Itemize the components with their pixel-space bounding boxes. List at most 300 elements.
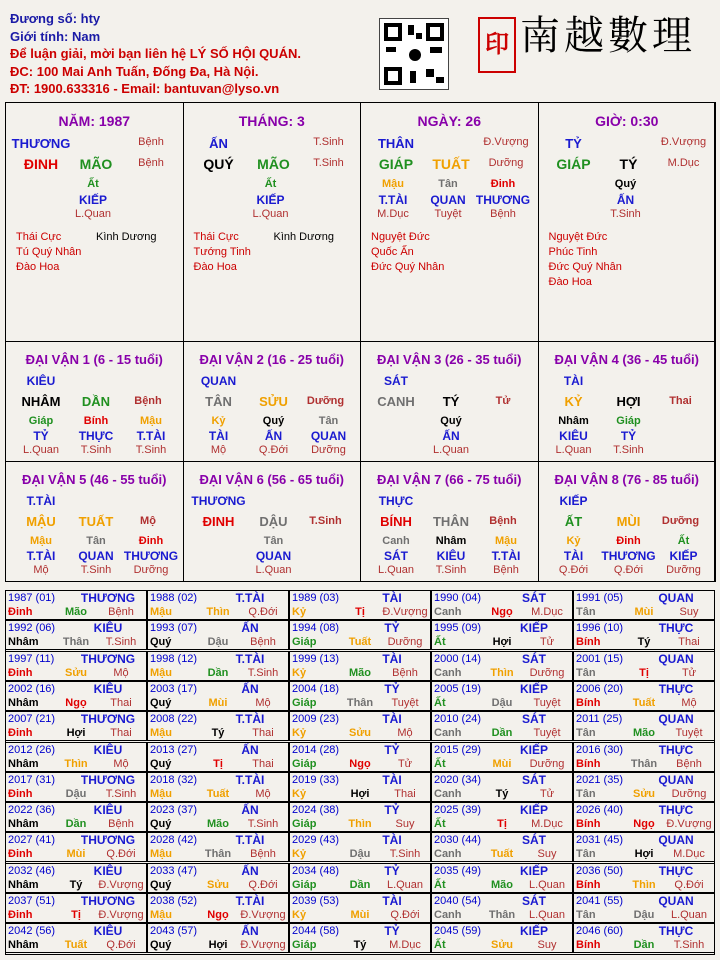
year-label: 1998 (12) <box>150 652 198 665</box>
star-list-2 <box>274 230 334 245</box>
year-label: 1987 (01) <box>8 592 56 604</box>
year-chi: Dậu <box>491 696 513 709</box>
year-chi: Tị <box>213 757 223 770</box>
year-can: Nhâm <box>8 818 39 831</box>
year-cell <box>5 923 147 953</box>
dv-hidden-god: SÁT <box>384 549 408 563</box>
year-label: 2009 (23) <box>292 713 340 726</box>
dv-chi: DẬU <box>259 514 288 529</box>
year-status: Tuyệt <box>391 696 419 709</box>
pillar-title: THÁNG: 3 <box>238 113 305 129</box>
contact-text: Để luận giải, mời bạn liên hệ LÝ SỐ HỘI QUÁN. <box>10 46 301 61</box>
year-can: Mậu <box>150 848 172 861</box>
year-can: Đinh <box>8 848 33 861</box>
year-label: 2025 (39) <box>434 804 482 817</box>
year-can: Giáp <box>292 696 317 709</box>
year-god: TỶ <box>384 621 400 636</box>
year-can: Mậu <box>150 727 172 740</box>
pillar-can: QUÝ <box>203 156 234 172</box>
dv-hidden-status: L.Quan <box>377 564 415 576</box>
year-can: Canh <box>434 727 462 740</box>
dv-can: TÂN <box>205 394 232 409</box>
year-status: L.Quan <box>528 878 566 891</box>
year-label: 2028 (42) <box>150 834 198 847</box>
pillar-chi-status: T.Sinh <box>313 157 344 169</box>
year-chi: Dậu <box>349 848 371 861</box>
year-chi: Tuất <box>490 848 514 861</box>
year-label: 1993 (07) <box>150 622 198 635</box>
year-status: Đ.Vượng <box>382 606 428 618</box>
year-chi: Thân <box>630 757 658 770</box>
year-status: Đ.Vượng <box>98 909 144 921</box>
year-cell <box>289 863 431 893</box>
year-can: Bính <box>576 696 601 709</box>
dv-hidden-status: L.Quan <box>555 444 592 456</box>
year-can: Nhâm <box>8 636 39 649</box>
year-label: 2013 (27) <box>150 743 198 756</box>
year-god: SÁT <box>522 712 546 727</box>
dv-hidden-status: T.Sinh <box>613 444 644 456</box>
year-chi: Tý <box>495 787 509 800</box>
year-chi: Hợi <box>634 848 654 861</box>
dv-can: BÍNH <box>380 514 412 529</box>
dai-van-title: ĐẠI VẬN 7 (66 - 75 tuổi) <box>377 472 522 487</box>
year-god: TÀI <box>382 833 402 848</box>
year-label: 2006 (20) <box>576 682 624 695</box>
year-chi: Tuất <box>632 696 656 709</box>
year-status: Mộ <box>397 727 413 740</box>
year-status: Tử <box>397 757 413 770</box>
year-cell <box>289 590 431 620</box>
year-status: Q.Đới <box>248 878 278 891</box>
year-can: Bính <box>576 757 601 770</box>
year-status: Tử <box>539 787 555 800</box>
year-label: 2034 (48) <box>292 864 340 877</box>
year-cell <box>5 863 147 893</box>
dv-hidden-god: THỰC <box>78 429 114 443</box>
dv-chi-status: Dưỡng <box>306 395 345 407</box>
year-status: L.Quan <box>670 909 708 921</box>
year-label: 2045 (59) <box>434 925 482 938</box>
dv-hidden-god: THƯƠNG <box>123 549 179 563</box>
year-label: 2027 (41) <box>8 834 56 847</box>
header-info <box>10 10 301 98</box>
year-god: T.TÀI <box>235 651 265 666</box>
year-chi: Hợi <box>66 727 86 740</box>
year-label: 2043 (57) <box>150 925 198 938</box>
star-item: Đức Quý Nhân <box>548 261 622 273</box>
year-cell <box>147 620 289 650</box>
hidden-status: M.Dục <box>377 208 409 220</box>
year-label: 2031 (45) <box>576 834 624 847</box>
dv-hidden-god: TÀI <box>208 429 229 443</box>
year-status: T.Sinh <box>247 666 279 679</box>
year-god: TỶ <box>384 803 400 818</box>
year-chi: Tị <box>497 818 507 831</box>
year-god: THỰC <box>658 924 694 939</box>
year-can: Quý <box>150 636 172 649</box>
year-label: 1992 (06) <box>8 622 56 635</box>
year-cell <box>147 742 289 772</box>
year-can: Canh <box>434 848 462 861</box>
year-label: 2026 (40) <box>576 804 624 817</box>
year-god: TÀI <box>382 651 402 666</box>
year-can: Giáp <box>292 757 317 770</box>
year-chi: Hợi <box>208 939 228 952</box>
year-chi: Tuất <box>348 636 372 649</box>
dv-hidden-can: Mậu <box>140 415 162 427</box>
year-status: Đ.Vượng <box>240 909 286 921</box>
star-item: Tú Quý Nhân <box>16 246 82 258</box>
dv-hidden-can: Tân <box>86 535 106 547</box>
pillar-chi: MÃO <box>257 156 290 172</box>
dv-chi: TUẤT <box>78 514 114 529</box>
star-item: Nguyệt Đức <box>371 231 430 243</box>
year-status: M.Dục <box>531 818 563 831</box>
year-god: KIÊU <box>93 803 123 818</box>
year-status: Q.Đới <box>106 939 136 952</box>
year-cell <box>289 923 431 953</box>
dv-hidden-can: Nhâm <box>558 415 589 427</box>
year-can: Kỷ <box>292 909 307 921</box>
dv-chi: SỬU <box>259 394 288 409</box>
dai-van-cell <box>360 341 539 462</box>
star-item: Tướng Tinh <box>193 246 251 258</box>
dv-top-god: T.TÀI <box>26 494 56 508</box>
gt-value: Nam <box>71 28 101 44</box>
year-god: TÀI <box>382 712 402 727</box>
year-can: Kỷ <box>292 606 307 618</box>
dai-van-title: ĐẠI VẬN 2 (16 - 25 tuổi) <box>199 352 344 367</box>
dv-chi-status: T.Sinh <box>309 515 342 527</box>
year-can: Nhâm <box>8 878 39 891</box>
year-label: 2020 (34) <box>434 773 482 786</box>
year-cell <box>431 893 573 923</box>
year-cell <box>5 711 147 741</box>
pillar-title: NĂM: 1987 <box>58 113 131 129</box>
year-status: Bệnh <box>108 606 134 618</box>
year-cell <box>573 590 715 620</box>
year-god: QUAN <box>658 894 694 908</box>
year-god: THỰC <box>658 742 694 757</box>
year-status: Tuyệt <box>675 727 703 740</box>
year-chi: Thân <box>62 636 90 649</box>
year-status: Suy <box>537 939 557 952</box>
year-label: 2005 (19) <box>434 682 482 695</box>
year-chi: Mùi <box>634 606 654 618</box>
hidden-god: ẤN <box>616 193 635 207</box>
year-god: QUAN <box>658 651 694 666</box>
pillar-top-status: Bệnh <box>138 136 164 148</box>
year-chi: Tý <box>69 878 83 891</box>
year-cell <box>5 772 147 802</box>
year-god: KIẾP <box>519 863 548 878</box>
year-chi: Dần <box>65 818 87 831</box>
year-status: Thai <box>252 757 274 770</box>
year-chi: Hợi <box>350 787 370 800</box>
pillar-title: NGÀY: 26 <box>417 113 482 129</box>
dv-hidden-status: Bệnh <box>493 564 519 576</box>
year-chi: Dậu <box>633 909 655 921</box>
hidden-can: Tân <box>438 178 458 190</box>
year-can: Canh <box>434 787 462 800</box>
pillar-top-status: Đ.Vượng <box>660 136 707 148</box>
year-can: Giáp <box>292 878 317 891</box>
pillar-title: GIỜ: 0:30 <box>595 113 659 129</box>
dv-chi: THÂN <box>432 514 470 529</box>
year-label: 2032 (46) <box>8 864 56 877</box>
year-status: Đ.Vượng <box>240 939 286 952</box>
year-cell <box>289 893 431 923</box>
year-cell <box>431 711 573 741</box>
year-can: Bính <box>576 939 601 952</box>
year-can: Giáp <box>292 636 317 649</box>
year-can: Bính <box>576 636 601 649</box>
year-cell <box>147 651 289 681</box>
year-chi: Dậu <box>65 787 87 800</box>
hidden-status: Tuyệt <box>434 208 462 220</box>
dv-hidden-status: Q.Đới <box>613 564 644 576</box>
year-chi: Dần <box>349 878 371 891</box>
pillar-chi-status: Bệnh <box>138 157 164 169</box>
year-label: 1990 (04) <box>434 592 482 604</box>
year-chi: Tý <box>637 636 651 649</box>
year-god: KIÊU <box>93 863 123 878</box>
dv-hidden-status: T.Sinh <box>135 444 167 456</box>
dv-hidden-god: QUAN <box>255 549 292 563</box>
year-chi: Thìn <box>490 666 514 679</box>
year-label: 2044 (58) <box>292 925 340 938</box>
year-label: 2022 (36) <box>8 804 56 817</box>
year-chi: Dần <box>491 727 513 740</box>
year-god: THƯƠNG <box>80 712 136 727</box>
year-label: 2029 (43) <box>292 834 340 847</box>
year-status: Suy <box>395 818 415 831</box>
year-can: Mậu <box>150 666 172 679</box>
dv-hidden-status: T.Sinh <box>80 564 112 576</box>
year-chi: Tuất <box>64 939 88 952</box>
year-god: TÀI <box>382 894 402 908</box>
year-status: Q.Đới <box>248 606 278 618</box>
year-god: SÁT <box>522 894 546 908</box>
year-cell <box>431 863 573 893</box>
pillar-top-god: THƯƠNG <box>11 136 71 151</box>
year-can: Ất <box>434 696 446 709</box>
year-god: TÀI <box>382 772 402 787</box>
year-can: Mậu <box>150 606 172 618</box>
star-item: Quốc Ấn <box>371 246 414 258</box>
dv-chi: DẦN <box>81 394 111 409</box>
dv-chi-status: Dưỡng <box>661 515 700 527</box>
dv-hidden-can: Quý <box>262 415 285 427</box>
dv-hidden-can: Đinh <box>616 535 641 547</box>
dai-van-cell <box>183 341 362 462</box>
dv-hidden-status: Q.Đới <box>558 564 589 576</box>
year-cell <box>289 772 431 802</box>
year-cell <box>431 923 573 953</box>
year-god: T.TÀI <box>235 712 265 727</box>
year-status: Thai <box>394 787 416 800</box>
year-cell <box>147 711 289 741</box>
year-cell <box>289 832 431 862</box>
year-can: Mậu <box>150 787 172 800</box>
year-chi: Sửu <box>490 939 514 952</box>
dv-hidden-status: Q.Đới <box>258 444 289 456</box>
year-status: L.Quan <box>386 878 424 891</box>
year-god: T.TÀI <box>235 591 265 605</box>
dv-hidden-status: L.Quan <box>432 444 470 456</box>
year-label: 2010 (24) <box>434 713 482 726</box>
year-cell <box>147 863 289 893</box>
year-can: Quý <box>150 818 172 831</box>
year-cell <box>573 681 715 711</box>
year-chi: Ngọ <box>65 696 87 709</box>
year-can: Tân <box>576 727 596 740</box>
pillar-chi-status: M.Dục <box>667 157 700 169</box>
hidden-god: KIẾP <box>256 193 285 207</box>
hidden-can: Mậu <box>382 178 404 190</box>
year-chi: Ngọ <box>491 606 513 618</box>
year-chi: Mão <box>65 606 87 618</box>
dv-hidden-god: QUAN <box>78 549 114 563</box>
year-can: Mậu <box>150 909 172 921</box>
dv-hidden-can: Mậu <box>495 535 517 547</box>
year-cell <box>289 742 431 772</box>
hidden-can: Ất <box>87 178 99 190</box>
dv-hidden-god: TÀI <box>563 549 584 563</box>
brand-logo: 南越數理 <box>520 13 696 59</box>
year-chi: Mùi <box>208 696 228 709</box>
year-can: Tân <box>576 787 596 800</box>
year-label: 2019 (33) <box>292 773 340 786</box>
dv-top-god: THƯƠNG <box>191 494 246 508</box>
year-god: KIÊU <box>93 742 123 757</box>
dv-hidden-status: T.Sinh <box>80 444 112 456</box>
year-cell <box>5 832 147 862</box>
pillar-cell <box>538 102 717 342</box>
hidden-status: L.Quan <box>74 208 112 220</box>
year-god: THỰC <box>658 621 694 636</box>
dv-chi-status: Tử <box>495 395 511 407</box>
year-label: 2040 (54) <box>434 895 482 907</box>
year-god: KIÊU <box>93 924 123 939</box>
year-can: Tân <box>576 909 596 921</box>
year-status: Mộ <box>113 757 129 770</box>
year-label: 2021 (35) <box>576 773 624 786</box>
year-status: L.Quan <box>528 909 566 921</box>
year-cell <box>573 711 715 741</box>
year-can: Canh <box>434 606 462 618</box>
year-can: Kỷ <box>292 727 307 740</box>
dv-hidden-status: L.Quan <box>22 444 60 456</box>
year-god: THƯƠNG <box>80 651 136 666</box>
so-value: hty <box>80 11 101 26</box>
year-status: Mộ <box>681 696 697 709</box>
dv-hidden-status: Mộ <box>210 444 227 456</box>
year-god: T.TÀI <box>235 772 265 787</box>
dv-hidden-status: Dưỡng <box>133 564 169 576</box>
year-god: TỶ <box>384 681 400 696</box>
year-can: Quý <box>150 757 172 770</box>
year-chi: Thân <box>204 848 232 861</box>
year-chi: Thân <box>488 909 516 921</box>
year-cell <box>5 590 147 620</box>
year-chi: Tị <box>71 909 81 921</box>
hidden-status: L.Quan <box>252 208 289 220</box>
year-can: Ất <box>434 878 446 891</box>
year-label: 2033 (47) <box>150 864 198 877</box>
year-label: 1991 (05) <box>576 592 624 604</box>
year-cell <box>573 923 715 953</box>
year-can: Tân <box>576 848 596 861</box>
year-label: 2039 (53) <box>292 895 340 907</box>
year-cell <box>431 832 573 862</box>
year-status: Bệnh <box>108 818 134 831</box>
year-status: Tuyệt <box>533 696 561 709</box>
dv-hidden-status: Dưỡng <box>311 444 346 456</box>
year-god: QUAN <box>658 591 694 605</box>
year-label: 2001 (15) <box>576 652 624 665</box>
hidden-can: Quý <box>614 178 637 190</box>
dai-van-cell <box>5 461 184 582</box>
year-cell <box>573 893 715 923</box>
dv-can: CANH <box>377 394 415 409</box>
year-status: Bệnh <box>676 757 702 770</box>
dai-van-cell <box>538 341 717 462</box>
star-list <box>194 230 251 275</box>
dai-van-title: ĐẠI VẬN 8 (76 - 85 tuổi) <box>554 472 699 487</box>
dai-van-title: ĐẠI VẬN 1 (6 - 15 tuổi) <box>25 352 163 367</box>
year-god: THƯƠNG <box>80 591 136 605</box>
seal-stamp: 印 <box>478 17 516 73</box>
year-cell <box>289 681 431 711</box>
star-item: Thái Cực <box>16 231 62 243</box>
dv-hidden-can: Nhâm <box>435 535 467 547</box>
year-status: Mộ <box>113 666 129 679</box>
year-can: Bính <box>576 818 601 831</box>
dv-hidden-god: T.TÀI <box>136 429 166 443</box>
dv-can: ĐINH <box>202 514 235 529</box>
year-label: 2015 (29) <box>434 743 482 756</box>
year-cell <box>5 742 147 772</box>
year-can: Quý <box>150 878 172 891</box>
year-chi: Dần <box>633 939 655 952</box>
year-chi: Thìn <box>632 878 656 891</box>
star-item: Nguyệt Đức <box>548 231 608 243</box>
year-cell <box>573 802 715 832</box>
dai-van-title: ĐẠI VẬN 4 (36 - 45 tuổi) <box>554 352 699 367</box>
pillar-chi: MÃO <box>79 156 113 172</box>
pillar-grid <box>5 102 715 582</box>
year-label: 2014 (28) <box>292 743 340 756</box>
year-chi: Thìn <box>64 757 88 770</box>
year-cell <box>573 651 715 681</box>
gt-label: Giới tính: <box>10 28 72 44</box>
year-label: 1999 (13) <box>292 652 340 665</box>
year-cell <box>147 802 289 832</box>
year-label: 2008 (22) <box>150 713 198 726</box>
pillar-chi: TÝ <box>619 156 638 172</box>
year-label: 1997 (11) <box>8 652 55 665</box>
year-status: Suy <box>679 606 699 618</box>
year-god: SÁT <box>522 651 546 666</box>
year-can: Canh <box>434 909 462 921</box>
year-cell <box>5 893 147 923</box>
dv-chi-status: Bệnh <box>134 395 162 407</box>
year-can: Ất <box>434 757 446 770</box>
year-cell <box>573 832 715 862</box>
year-chi: Mão <box>349 666 371 679</box>
